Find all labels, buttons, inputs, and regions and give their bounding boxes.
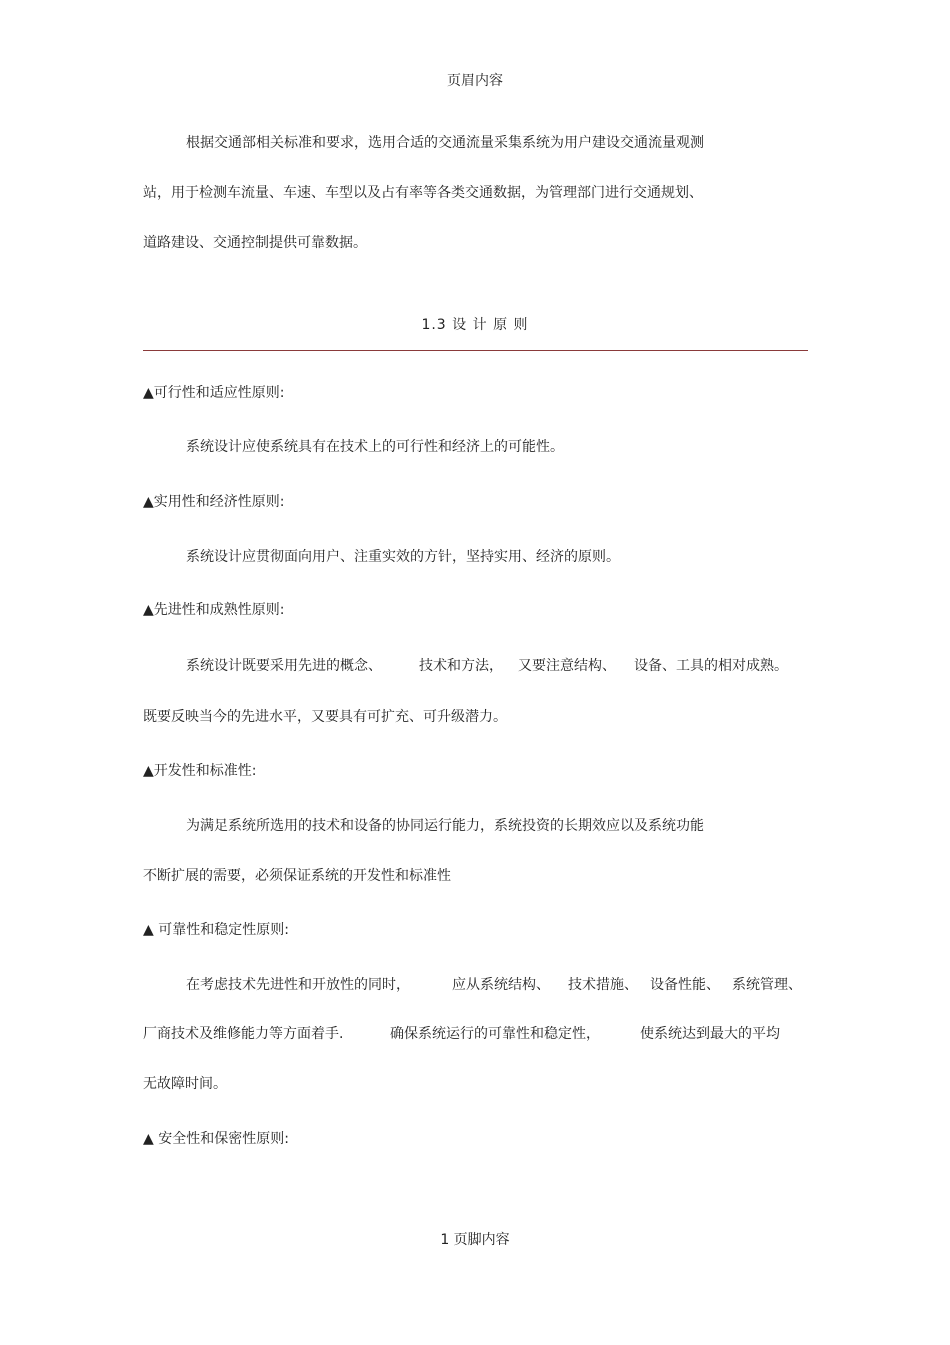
- text-segment: 技术和方法，: [419, 658, 503, 674]
- text-segment: 厂商技术及维修能力等方面着手.: [143, 1026, 344, 1042]
- principle-title-reliability: ▲ 可靠性和稳定性原则:: [143, 922, 289, 938]
- principle-title-practicality: ▲实用性和经济性原则:: [143, 494, 285, 510]
- page-header: 页眉内容: [447, 73, 503, 89]
- text-segment: 技术措施、: [568, 977, 638, 993]
- principle-body-feasibility: 系统设计应使系统具有在技术上的可行性和经济上的可能性。: [186, 439, 564, 455]
- intro-line-3: 道路建设、交通控制提供可靠数据。: [143, 235, 367, 251]
- page-footer: 1 页脚内容: [440, 1232, 510, 1248]
- principle-title-security: ▲ 安全性和保密性原则:: [143, 1131, 289, 1147]
- principle-body-openness-line-2: 不断扩展的需要，必须保证系统的开发性和标准性: [143, 868, 451, 884]
- text-segment: 设备、工具的相对成熟。: [634, 658, 788, 674]
- principle-body-advancement-line-2: 既要反映当今的先进水平，又要具有可扩充、可升级潜力。: [143, 709, 507, 725]
- text-segment: 应从系统结构、: [452, 977, 550, 993]
- principle-title-advancement: ▲先进性和成熟性原则:: [143, 602, 285, 618]
- text-segment: 在考虑技术先进性和开放性的同时，: [186, 977, 410, 993]
- text-segment: 系统管理、: [732, 977, 802, 993]
- principle-body-reliability-line-3: 无故障时间。: [143, 1076, 227, 1092]
- section-heading: 1.3 设 计 原 则: [421, 317, 529, 333]
- section-divider: [143, 350, 808, 351]
- principle-body-openness-line-1: 为满足系统所选用的技术和设备的协同运行能力，系统投资的长期效应以及系统功能: [186, 818, 704, 834]
- principle-title-openness: ▲开发性和标准性:: [143, 763, 257, 779]
- intro-line-1: 根据交通部相关标准和要求，选用合适的交通流量采集系统为用户建设交通流量观测: [186, 135, 704, 151]
- text-segment: 确保系统运行的可靠性和稳定性，: [390, 1026, 600, 1042]
- principle-title-feasibility: ▲可行性和适应性原则:: [143, 385, 285, 401]
- principle-body-practicality: 系统设计应贯彻面向用户、注重实效的方针，坚持实用、经济的原则。: [186, 549, 620, 565]
- text-segment: 使系统达到最大的平均: [640, 1026, 780, 1042]
- intro-line-2: 站，用于检测车流量、车速、车型以及占有率等各类交通数据，为管理部门进行交通规划、: [143, 185, 703, 201]
- text-segment: 设备性能、: [650, 977, 720, 993]
- text-segment: 系统设计既要采用先进的概念、: [186, 658, 382, 674]
- text-segment: 又要注意结构、: [518, 658, 616, 674]
